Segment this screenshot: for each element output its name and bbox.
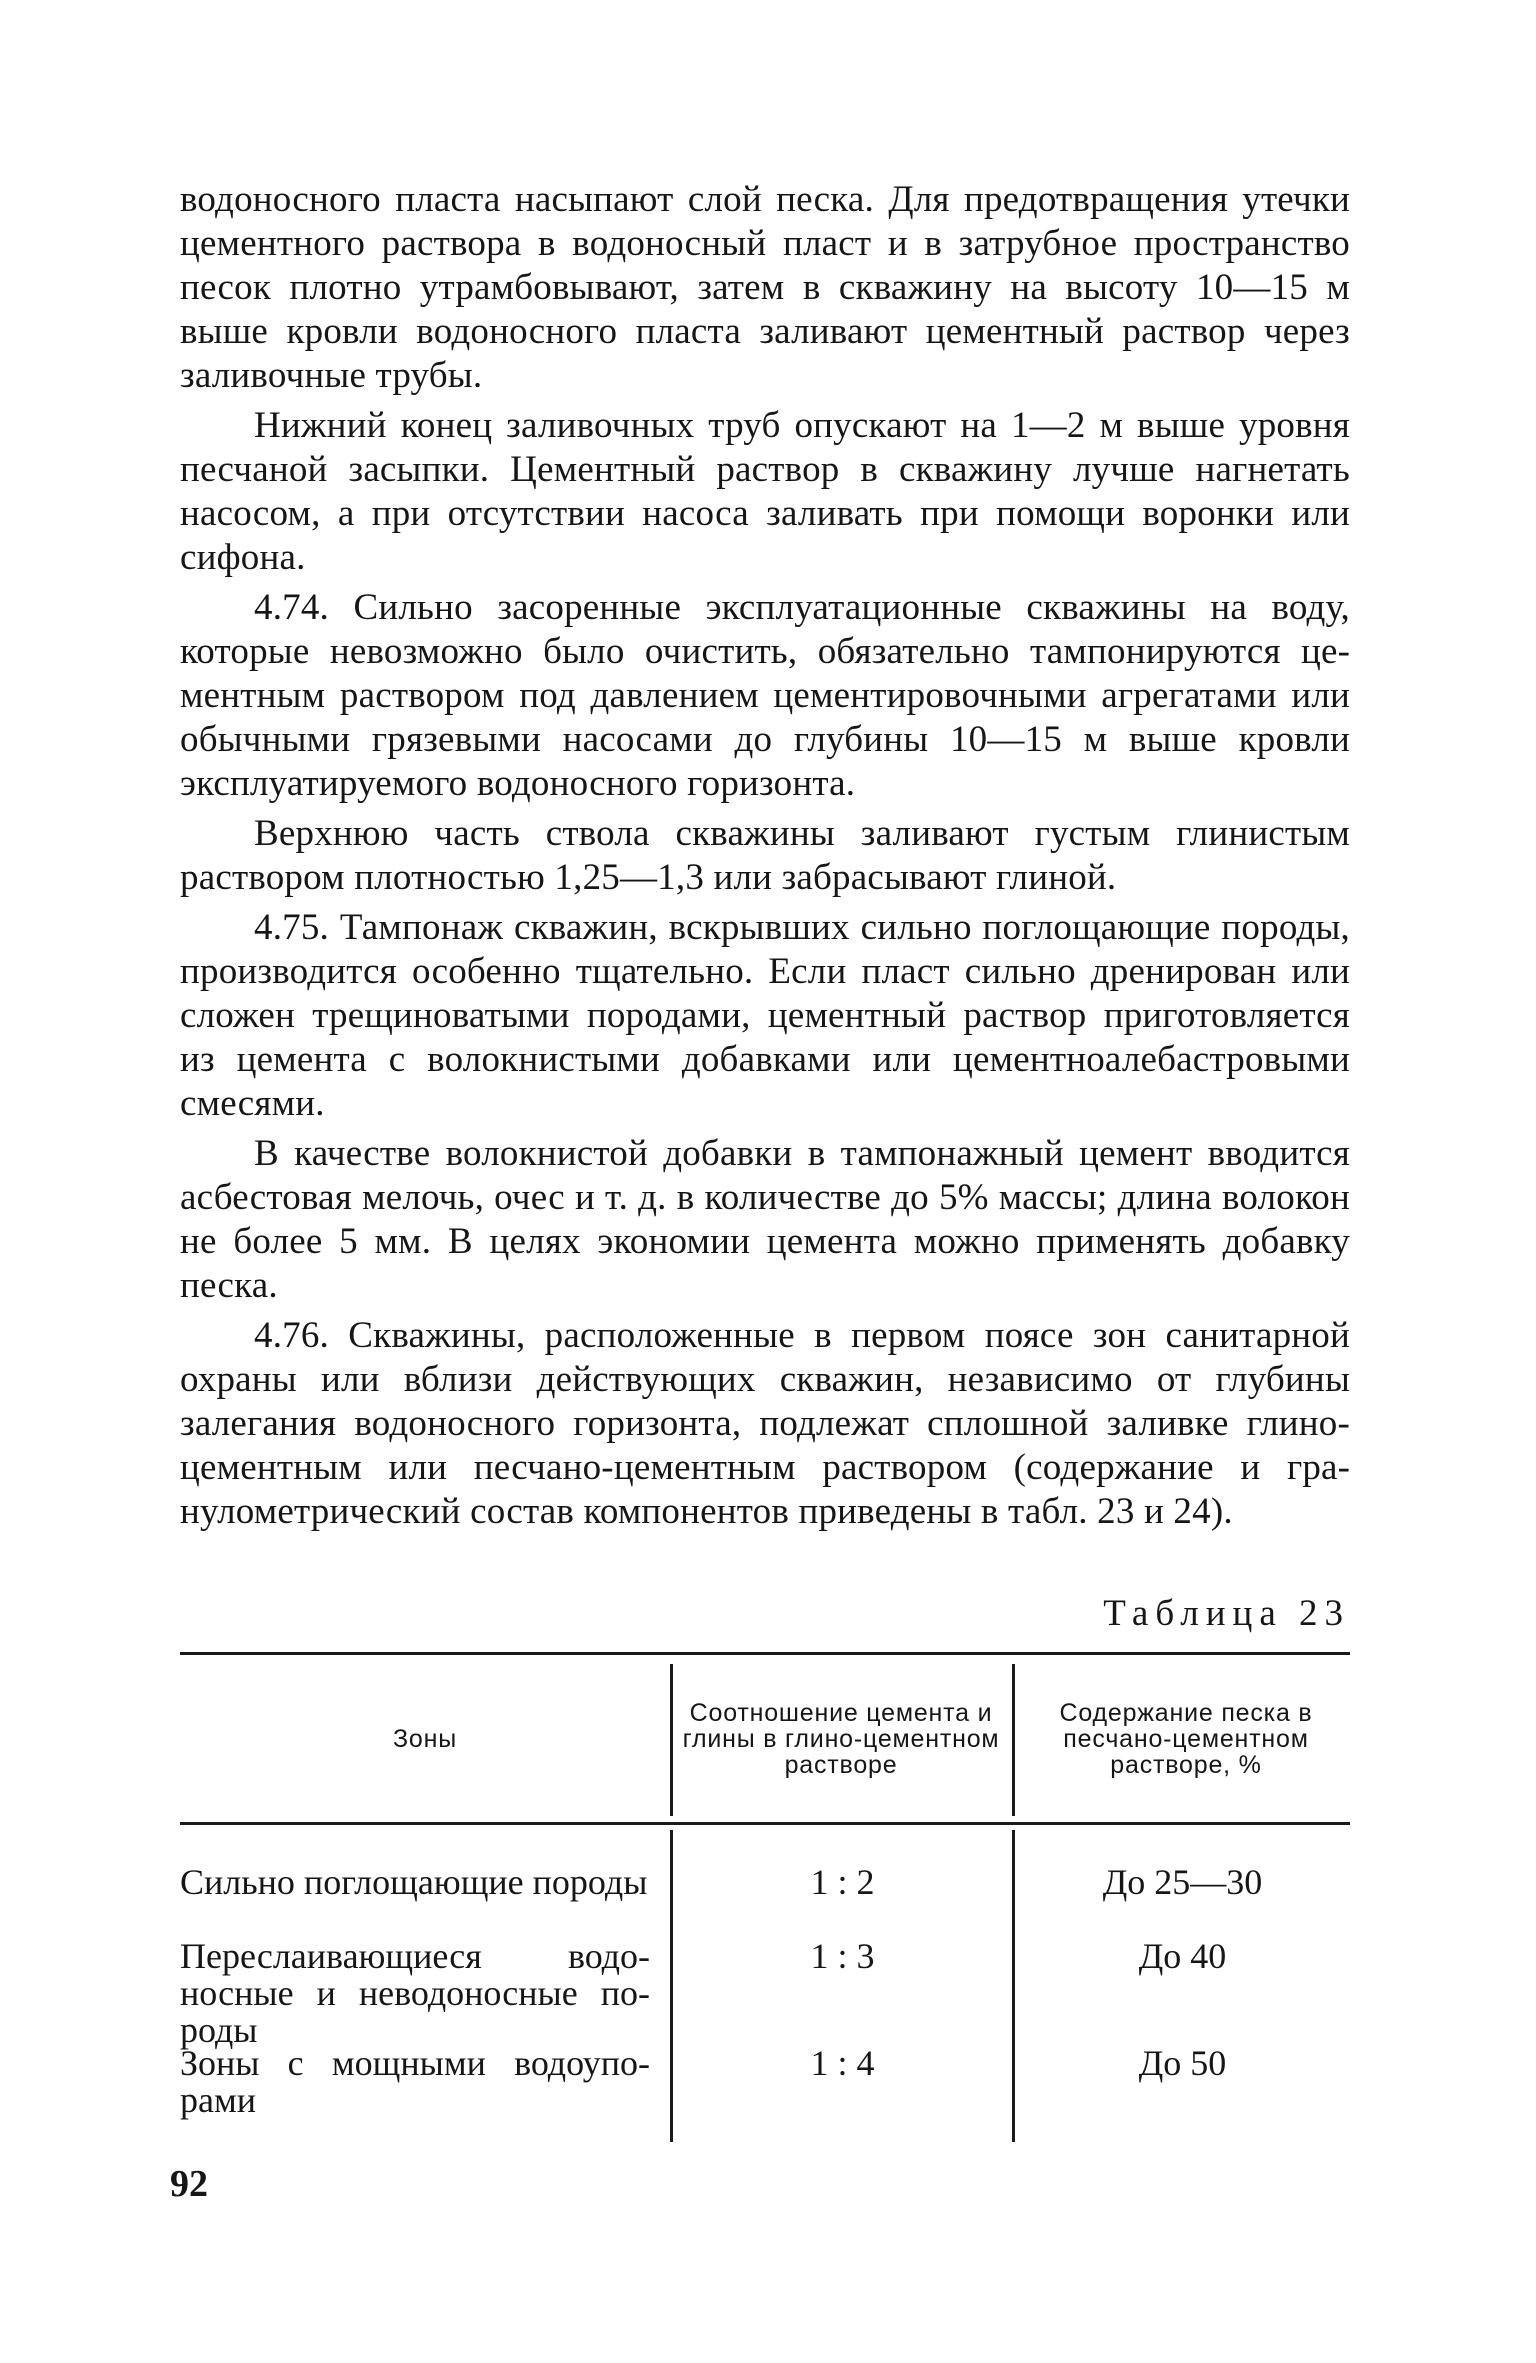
body-text (180, 178, 1350, 1534)
paragraph: Верхнюю часть ствола скважины заливают густым глинистым раствором плотностью 1,25—1,3 или забрасывают глиной. (180, 813, 1350, 898)
table-cell-sand: До 40 (1138, 1936, 1227, 1976)
paragraph-4-74: 4.74. Сильно засоренные эксплуатационные скважины на воду, которые невозможно было очистить, обязательно тампонируются цементным раствором под давлением цементировочными агрегатами или обычными грязевыми насосами до глубины 10—15 м выше кровли эксплуатируемого водоносного горизонта. (180, 587, 1350, 804)
paragraph-4-76: 4.76. Скважины, расположенные в первом поясе зон санитарной охраны или вблизи действующих скважин, независимо от глубины залегания водоносного горизонта, подлежат сплошной заливке глино-цементным или песчано-цементным раствором (содержание и гранулометрический состав компонентов приведены в табл. 23 и 24). (180, 1315, 1350, 1532)
table-cell-zone: Зоны с мощными водоупорами (180, 2043, 650, 2120)
table-header-sand: Содержание песка в песчано-цементном растворе, % (1059, 1698, 1313, 1779)
table-cell-sand: До 25—30 (1102, 1862, 1263, 1902)
table-cell-sand: До 50 (1138, 2043, 1227, 2083)
paragraph-continuation: водоносного пласта насыпают слой песка. Для предотвращения утечки цементного раствора в водоносный пласт и в затрубное пространство песок плотно утрамбовывают, затем в скважину на высоту 10—15 м выше кровли водоносного пласта заливают цементный раствор через заливочные трубы. (180, 179, 1350, 396)
table-column-divider (670, 1664, 673, 1816)
table-cell-ratio: 1 : 2 (810, 1862, 875, 1902)
table-header-zones: Зоны (393, 1724, 457, 1753)
page-number: 92 (170, 2163, 208, 2205)
paragraph: Нижний конец заливочных труб опускают на 1—2 м выше уровня песчаной засыпки. Цементный раствор в скважину лучше нагнетать насосом, а при отсутствии насоса заливать при помощи воронки или сифона. (180, 405, 1350, 578)
paragraph-4-75: 4.75. Тампонаж скважин, вскрывших сильно поглощающие породы, производится особенно тщательно. Если пласт сильно дренирован или сложен трещиноватыми породами, цементный раствор приготовляется из цемента с волокнистыми добавками или цементноалебастровыми смесями. (180, 907, 1350, 1124)
table-header-ratio: Соотношение цемента и глины в глино-цементном растворе (682, 1698, 1000, 1779)
table-header-rule (180, 1822, 1350, 1825)
table-cell-ratio: 1 : 3 (810, 1936, 875, 1976)
table-caption: Таблица 23 (1103, 1593, 1350, 1634)
table-23 (180, 1652, 1350, 2142)
paragraph: В качестве волокнистой добавки в тампонажный цемент вводится асбестовая мелочь, очес и т. д. в количестве до 5% массы; длина волокон не более 5 мм. В целях экономии цемента можно применять добавку песка. (180, 1133, 1350, 1306)
table-cell-ratio: 1 : 4 (810, 2043, 875, 2083)
table-cell-zone: Переслаивающиеся водоносные и неводоносные породы (180, 1936, 650, 2050)
table-column-divider (1012, 1664, 1015, 1816)
table-cell-zone: Сильно поглощающие породы (180, 1862, 648, 1902)
